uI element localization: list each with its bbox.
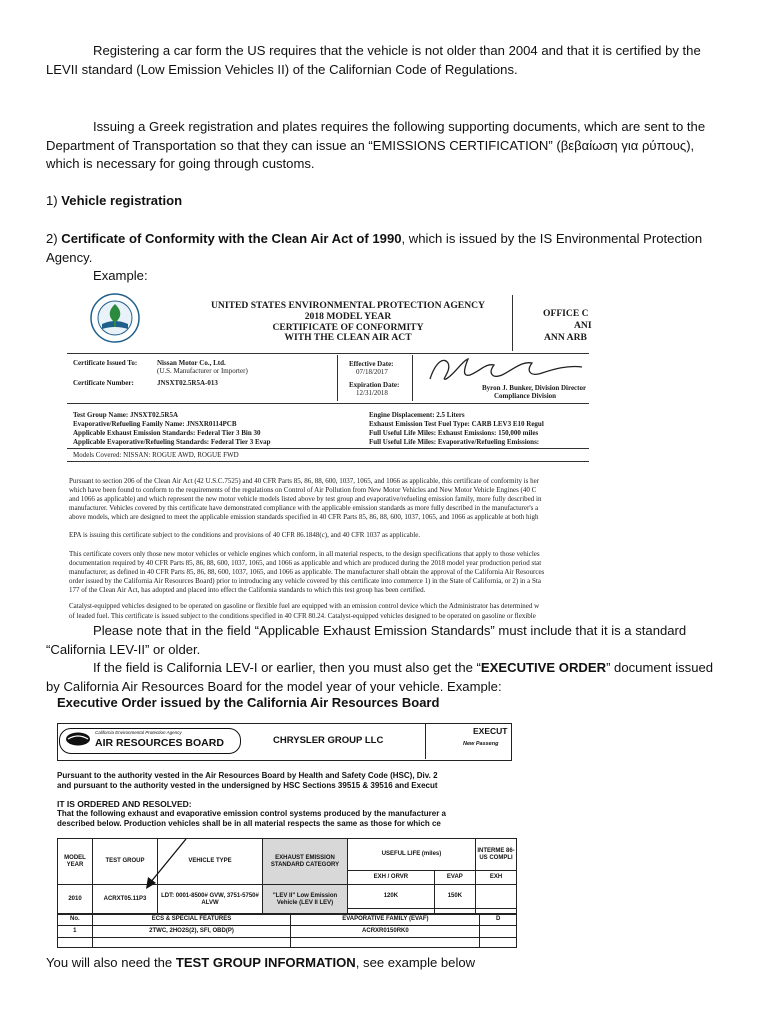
col-vehicle-type: VEHICLE TYPE <box>158 839 263 885</box>
evap-family-value: ACRXR0150RK0 <box>291 926 480 938</box>
epa-seal-icon <box>90 293 140 343</box>
carb-order-line: That the following exhaust and evaporative emission control systems produced by the manufacturer a <box>57 809 446 818</box>
carb-heading: Executive Order issued by the California Air Resources Board <box>57 695 440 710</box>
row-exh-orvr: 120K <box>348 885 435 909</box>
carb-new-passenger: New Passeng <box>463 741 499 747</box>
list-item-certificate-conformity <box>46 230 730 267</box>
ecs-no-header: No. <box>58 914 93 926</box>
epa-cert-title: CERTIFICATE OF CONFORMITY <box>272 322 424 333</box>
epa-body-line: documentation required by 40 CFR Parts 85, 86, 88, 600, 1037, 1065, and 1066 as applicable and which are produced during the 2018 model year production period stat <box>69 559 542 567</box>
issued-to-note: (U.S. Manufacturer or Importer) <box>157 367 248 375</box>
test-group-name: Test Group Name: JNSXT02.5R5A <box>73 411 179 419</box>
lev-ii-note-paragraph: Please note that in the field “Applicable Exhaust Emission Standards” must include that it is a standard “California LEV-II” or older. <box>46 623 687 657</box>
effective-date-label: Effective Date: <box>349 360 394 368</box>
carb-logo-main: AIR RESOURCES BOARD <box>95 737 224 749</box>
signer-name: Byron J. Bunker, Division Director <box>482 384 587 392</box>
epa-body-line: EPA is issuing this certificate subject to the conditions and provisions of 40 CFR 86.1848(c), and 40 CFR 1037 as applicable. <box>69 531 421 539</box>
carb-executive-order-image <box>45 693 515 955</box>
epa-model-year: 2018 MODEL YEAR <box>304 311 392 322</box>
epa-body-line: of leaded fuel. This certificate is issued subject to the conditions specified in 40 CFR 80.24. Catalyst-equipped vehicles designed to be operated on gasoline or flexible <box>69 612 536 620</box>
epa-body-line: which have been found to conform to the requirements of the regulations on Control of Air Pollution from New Motor Vehicles and New Motor Vehicle Engines (40 C <box>69 486 537 494</box>
sub-exh-orvr: EXH / ORVR <box>348 871 435 885</box>
exhaust-emission-standards: Applicable Exhaust Emission Standards: Federal Tier 3 Bin 30 <box>73 429 261 437</box>
row-emission-standard: "LEV II" Low Emission Vehicle (LEV II LEV) <box>263 885 348 915</box>
arrow-annotation-icon <box>140 837 190 891</box>
evap-family-header: EVAPORATIVE FAMILY (EVAF) <box>291 914 480 926</box>
engine-displacement: Engine Displacement: 2.5 Liters <box>369 411 465 419</box>
example-label: Example: <box>93 268 148 283</box>
paragraph-text: If the field is California LEV-I or earlier, then you must also get the “ <box>93 660 481 675</box>
test-group-info-paragraph <box>46 954 730 973</box>
carb-logo-icon <box>65 731 91 747</box>
models-covered: Models Covered: NISSAN: ROGUE AWD, ROGUE FWD <box>73 451 239 459</box>
carb-authority-line: and pursuant to the authority vested in the undersigned by HSC Sections 39515 & 39516 and Execut <box>57 781 438 790</box>
epa-office-line3: ANN ARB <box>544 332 587 343</box>
col-model-year: MODEL YEAR <box>58 839 93 885</box>
carb-execut: EXECUT <box>473 726 508 736</box>
list-item-title: Certificate of Conformity with the Clean Air Act of 1990 <box>61 231 402 246</box>
carb-ordered-heading: IT IS ORDERED AND RESOLVED: <box>57 799 192 809</box>
list-number: 1) <box>46 193 62 208</box>
epa-office-line2: ANI <box>574 320 592 331</box>
row-test-group: ACRXT05.11P3 <box>93 885 158 915</box>
paragraph-text: You will also need the <box>46 955 176 970</box>
col-test-group: TEST GROUP <box>93 839 158 885</box>
epa-body-line: 177 of the Clean Air Act, has adopted and placed into effect the California standards to which this test group has been certified. <box>69 586 426 594</box>
carb-authority-line: Pursuant to the authority vested in the Air Resources Board by Health and Safety Code (HSC), Div. 2 <box>57 771 438 780</box>
useful-life-exhaust: Full Useful Life Miles: Exhaust Emissions: 150,000 miles <box>369 429 539 437</box>
test-group-info-term: TEST GROUP INFORMATION <box>175 955 356 970</box>
epa-certificate-image <box>67 287 592 620</box>
epa-body-line: above models, which are designed to meet the applicable emission standards specified in 40 CFR Parts 85, 86, 88, 600, 1037, 1065, and 1066 as applicable at both high <box>69 513 539 521</box>
supporting-documents-paragraph: Issuing a Greek registration and plates requires the following supporting documents, which are sent to the Department of Transportation so that they can issue an “EMISSIONS CERTIFICATION” (βεβαίωση για ρύπους), which is necessary for going through customs. <box>46 119 706 171</box>
epa-body-line: Catalyst-equipped vehicles designed to be operated on gasoline or flexible fuel are equipped with an emission control device which the Administrator has determined w <box>69 602 540 610</box>
row-exh-value <box>476 885 517 909</box>
list-item-text: , which is issued by the IS Environmental Protection Agency. <box>46 231 703 265</box>
cert-number-label: Certificate Number: <box>73 379 134 387</box>
epa-body-line: and 1066 as applicable) and which represent the new motor vehicle models listed above by test group and evaporative/refueling emission family, more fully described in <box>69 495 542 503</box>
evap-family-name: Evaporative/Refueling Family Name: JNSXR0114PCB <box>73 420 237 428</box>
sub-evap: EVAP <box>434 871 475 885</box>
carb-company: CHRYSLER GROUP LLC <box>273 735 384 746</box>
intro-paragraph: Registering a car form the US requires that the vehicle is not older than 2004 and that it is certified by the LEVII standard (Low Emission Vehicles II) of the Californian Code of Regulations. <box>46 43 701 77</box>
epa-body-line: manufacturer, as defined in 40 CFR Parts 85, 86, 88, 600, 1037, 1065, and 1066 as applicable. The manufacturer shall obtain the approval of the California Air Resources <box>69 568 545 576</box>
issued-to-label: Certificate Issued To: <box>73 359 138 367</box>
ecs-row-features: 2TWC, 2HO2S(2), SFI, OBD(P) <box>92 926 291 938</box>
carb-ecs-table <box>57 913 517 948</box>
expiration-date-label: Expiration Date: <box>349 381 400 389</box>
epa-body-line: This certificate covers only those new motor vehicles or vehicle engines which conform, in all material respects, to the design specifications that apply to those vehicles <box>69 550 540 558</box>
col-useful-life: USEFUL LIFE (miles) <box>348 839 476 871</box>
list-item-title: Vehicle registration <box>61 193 183 208</box>
epa-office-line1: OFFICE C <box>543 308 589 319</box>
epa-body-line: Pursuant to section 206 of the Clean Air Act (42 U.S.C.7525) and 40 CFR Parts 85, 86, 88, 600, 1037, 1065, and 1066 as applicable, this certificate of conformity is her <box>69 477 540 485</box>
paragraph-text: ” document issued by California Air Resources Board for the model year of your vehicle. Example: <box>46 660 714 694</box>
epa-body-line: order issued by the California Air Resources Board) prior to introducing any vehicle covered by this certificate into commerce 1) in the State of California, or 2) in a Sta <box>69 577 541 585</box>
evap-refueling-standards: Applicable Evaporative/Refueling Standards: Federal Tier 3 Evap <box>73 438 271 446</box>
sub-exh: EXH <box>476 871 517 885</box>
executive-order-term: EXECUTIVE ORDER <box>480 660 607 675</box>
effective-date-value: 07/18/2017 <box>356 368 388 376</box>
ecs-row-number: 1 <box>58 926 93 938</box>
cert-number-value: JNSXT02.5R5A-013 <box>157 379 218 387</box>
paragraph-text: , see example below <box>355 955 476 970</box>
test-fuel-type: Exhaust Emission Test Fuel Type: CARB LEV3 E10 Regul <box>369 420 544 428</box>
signer-division: Compliance Division <box>494 392 557 400</box>
carb-logo-small: California Environmental Protection Agency <box>95 730 182 735</box>
col-d-header: D <box>480 914 517 926</box>
col-exhaust-standard: EXHAUST EMISSION STANDARD CATEGORY <box>263 839 348 885</box>
row-vehicle-type: LDT: 0001-8500# GVW, 3751-5750# ALVW <box>158 885 263 915</box>
director-signature-icon <box>422 355 588 385</box>
useful-life-evap: Full Useful Life Miles: Evaporative/Refueling Emissions: <box>369 438 540 446</box>
executive-order-paragraph <box>46 659 730 696</box>
col-intermediate: INTERME 86-US COMPLI <box>476 839 517 871</box>
carb-order-line: described below. Production vehicles shall be in all material respects the same as those for which ce <box>57 819 441 828</box>
list-number: 2) <box>46 231 62 246</box>
row-model-year: 2010 <box>58 885 93 915</box>
carb-test-group-table <box>57 838 517 915</box>
issued-to-value: Nissan Motor Co., Ltd. <box>157 359 226 367</box>
epa-cert-subtitle: WITH THE CLEAN AIR ACT <box>284 332 412 343</box>
epa-agency-name: UNITED STATES ENVIRONMENTAL PROTECTION AGENCY <box>210 300 485 311</box>
epa-body-line: manufacturer. Vehicles covered by this certificate have demonstrated compliance with the applicable emission standards as more fully described in the manufacturer's a <box>69 504 539 512</box>
ecs-features-header: ECS & SPECIAL FEATURES <box>92 914 291 926</box>
row-evap: 150K <box>434 885 475 909</box>
expiration-date-value: 12/31/2018 <box>356 389 388 397</box>
list-item-vehicle-registration <box>46 192 730 211</box>
